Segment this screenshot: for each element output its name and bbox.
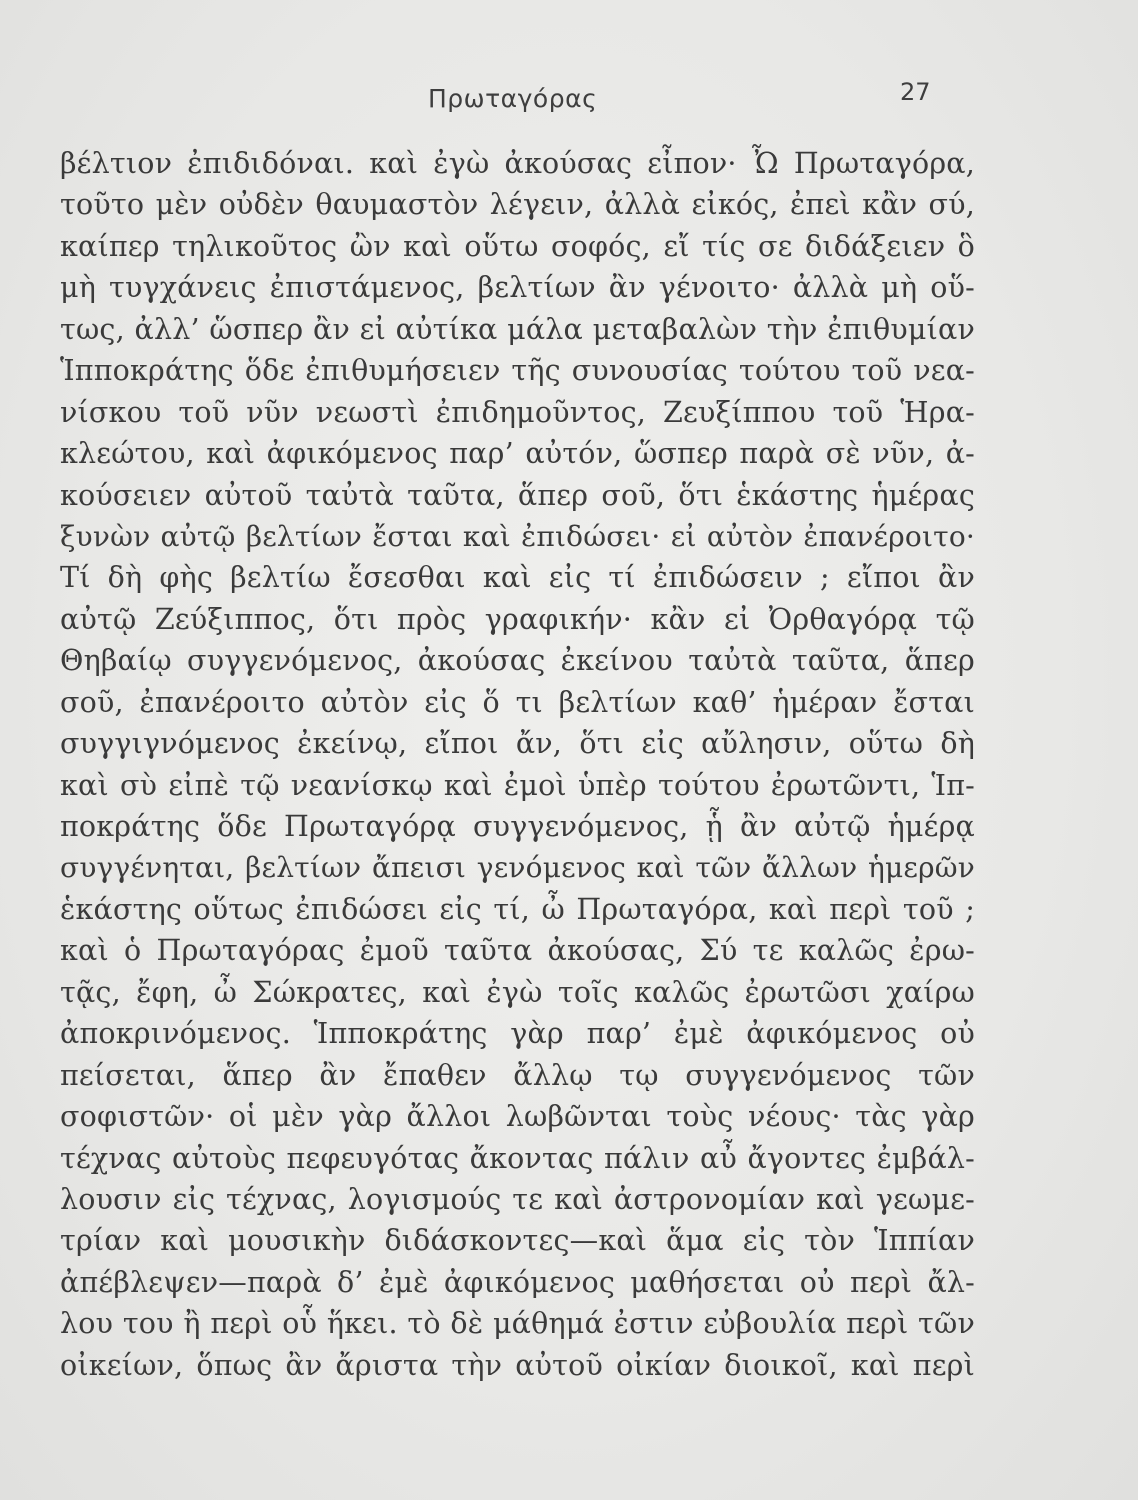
running-title: Πρωταγόρας bbox=[428, 84, 598, 113]
text-line: συγγένηται, βελτίων ἄπεισι γενόμενος καὶ τῶν ἄλλων ἡμερῶν bbox=[60, 851, 975, 885]
text-line: καὶ ὁ Πρωταγόρας ἐμοῦ ταῦτα ἀκούσας, Σύ τε καλῶς ἐρω- bbox=[60, 934, 975, 968]
text-line: τέχνας αὐτοὺς πεφευγότας ἄκοντας πάλιν αὖ ἄγοντες ἐμβάλ- bbox=[60, 1141, 975, 1175]
text-line: λου του ἢ περὶ οὗ ἥκει. τὸ δὲ μάθημά ἐστιν εὐβουλία περὶ τῶν bbox=[60, 1307, 975, 1341]
text-line: πείσεται, ἅπερ ἂν ἔπαθεν ἄλλῳ τῳ συγγενόμενος τῶν bbox=[60, 1058, 975, 1092]
text-line: βέλτιον ἐπιδιδόναι. καὶ ἐγὼ ἀκούσας εἶπον· Ὦ Πρωταγόρα, bbox=[60, 147, 975, 180]
text-line: νίσκου τοῦ νῦν νεωστὶ ἐπιδημοῦντος, Ζευξίππου τοῦ Ἡρα- bbox=[60, 395, 975, 429]
text-line: ἑκάστης οὕτως ἐπιδώσει εἰς τί, ὦ Πρωταγόρα, καὶ περὶ τοῦ ; bbox=[60, 892, 975, 926]
text-line: Ἱπποκράτης ὅδε ἐπιθυμήσειεν τῆς συνουσίας τούτου τοῦ νεα- bbox=[60, 354, 975, 388]
text-line: οἰκείων, ὅπως ἂν ἄριστα τὴν αὐτοῦ οἰκίαν διοικοῖ, καὶ περὶ bbox=[60, 1348, 975, 1382]
text-line: Θηβαίῳ συγγενόμενος, ἀκούσας ἐκείνου ταὐτὰ ταῦτα, ἅπερ bbox=[60, 644, 975, 678]
running-head bbox=[0, 78, 1138, 118]
text-line: τοῦτο μὲν οὐδὲν θαυμαστὸν λέγειν, ἀλλὰ εἰκός, ἐπεὶ κἂν σύ, bbox=[60, 188, 975, 222]
text-line: μὴ τυγχάνεις ἐπιστάμενος, βελτίων ἂν γένοιτο· ἀλλὰ μὴ οὕ- bbox=[60, 271, 975, 305]
text-line: ξυνὼν αὐτῷ βελτίων ἔσται καὶ ἐπιδώσει· εἰ αὐτὸν ἐπανέροιτο· bbox=[60, 519, 975, 553]
text-line: ἀπέβλεψεν—παρὰ δ’ ἐμὲ ἀφικόμενος μαθήσεται οὐ περὶ ἄλ- bbox=[60, 1265, 975, 1299]
text-line: αὐτῷ Ζεύξιππος, ὅτι πρὸς γραφικήν· κἂν εἰ Ὀρθαγόρᾳ τῷ bbox=[60, 602, 975, 636]
text-line: καίπερ τηλικοῦτος ὢν καὶ οὕτω σοφός, εἴ τίς σε διδάξειεν ὃ bbox=[60, 229, 975, 263]
text-body bbox=[60, 143, 975, 1386]
text-line: κούσειεν αὐτοῦ ταὐτὰ ταῦτα, ἅπερ σοῦ, ὅτι ἑκάστης ἡμέρας bbox=[60, 478, 975, 512]
text-line: τρίαν καὶ μουσικὴν διδάσκοντες—καὶ ἅμα εἰς τὸν Ἱππίαν bbox=[60, 1224, 975, 1258]
text-line: σοφιστῶν· οἱ μὲν γὰρ ἄλλοι λωβῶνται τοὺς νέους· τὰς γὰρ bbox=[60, 1100, 975, 1134]
text-line: συγγιγνόμενος ἐκείνῳ, εἴποι ἄν, ὅτι εἰς αὔλησιν, οὕτω δὴ bbox=[60, 727, 975, 761]
text-line: ποκράτης ὅδε Πρωταγόρᾳ συγγενόμενος, ᾗ ἂν αὐτῷ ἡμέρᾳ bbox=[60, 810, 975, 843]
text-line: κλεώτου, καὶ ἀφικόμενος παρ’ αὐτόν, ὥσπερ παρὰ σὲ νῦν, ἀ- bbox=[60, 437, 975, 471]
text-line: καὶ σὺ εἰπὲ τῷ νεανίσκῳ καὶ ἐμοὶ ὑπὲρ τούτου ἐρωτῶντι, Ἱπ- bbox=[60, 768, 975, 802]
text-line: Τί δὴ φὴς βελτίω ἔσεσθαι καὶ εἰς τί ἐπιδώσειν ; εἴποι ἂν bbox=[60, 561, 975, 595]
text-line: ἀποκρινόμενος. Ἱπποκράτης γὰρ παρ’ ἐμὲ ἀφικόμενος οὐ bbox=[60, 1017, 975, 1051]
text-line: τως, ἀλλ’ ὥσπερ ἂν εἰ αὐτίκα μάλα μεταβαλὼν τὴν ἐπιθυμίαν bbox=[60, 312, 975, 346]
text-line: λουσιν εἰς τέχνας, λογισμούς τε καὶ ἀστρονομίαν καὶ γεωμε- bbox=[60, 1182, 975, 1216]
text-line: τᾷς, ἔφη, ὦ Σώκρατες, καὶ ἐγὼ τοῖς καλῶς ἐρωτῶσι χαίρω bbox=[60, 975, 975, 1009]
page-number: 27 bbox=[900, 78, 931, 106]
text-line: σοῦ, ἐπανέροιτο αὐτὸν εἰς ὅ τι βελτίων καθ’ ἡμέραν ἔσται bbox=[60, 685, 975, 719]
